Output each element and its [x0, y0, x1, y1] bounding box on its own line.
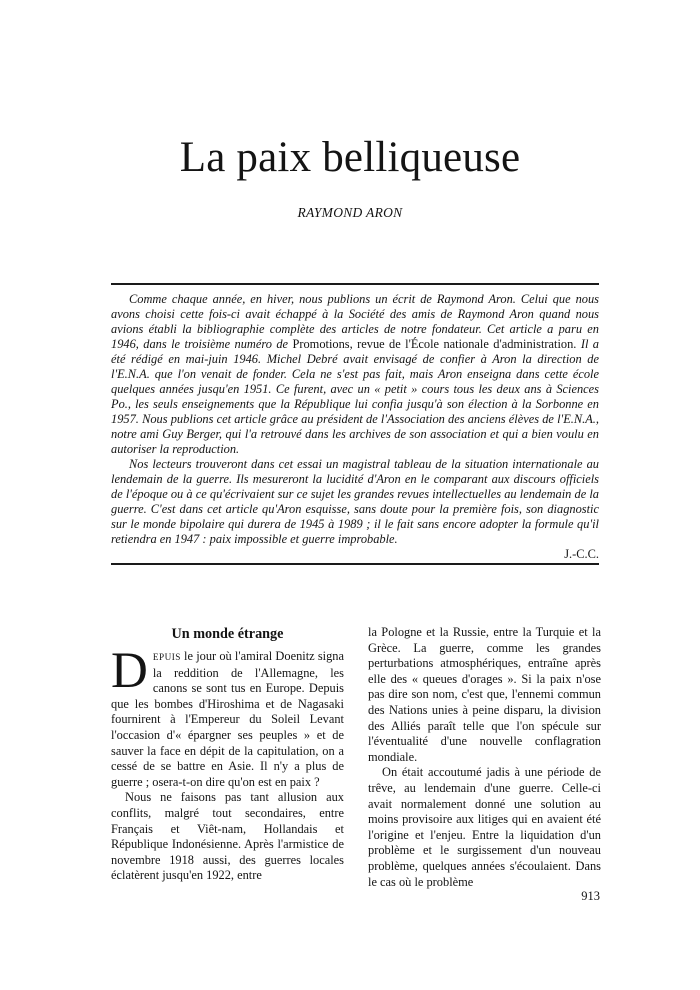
author-name: RAYMOND ARON	[297, 205, 403, 220]
editorial-intro	[111, 292, 599, 562]
small-caps-lead: EPUIS	[152, 652, 181, 662]
intro-paragraph-2: Nos lecteurs trouveront dans cet essai un magistral tableau de la situation internationale au lendemain de la guerre. Ils mesureront la lucidité d'Aron en le comparant aux discours officiels de l'époque ou à ce qu'écrivaient sur ce sujet les grandes revues intellectuelles au lendemain de la guerre. C'est dans cet article qu'Aron esquisse, sans doute pour la première fois, son diagnostic sur le monde bipolaire qui durera de 1945 à 1989 ; il le fait sans encore adopter la formule qu'il retiendra en 1947 : paix impossible et guerre improbable.	[111, 457, 599, 546]
body-paragraph: On était accoutumé jadis à une période de trêve, au lendemain d'une guerre. Celle-ci avait normalement donné une solution au moins provisoire aux litiges qui en avaient été l'origine et l'enjeu. Entre la liquidation d'un problème et le surgissement d'un nouveau problème, quelques années s'écoulaient. Dans le cas où le problème	[368, 765, 601, 889]
body-paragraph: Nous ne faisons pas tant allusion aux conflits, malgré tout secondaires, entre Français et Viêt-nam, Hollandais et République Indonésienne. Après l'armistice de novembre 1918 aussi, des guerres locales éclatèrent jusqu'en 1922, entre	[111, 790, 344, 883]
intro-paragraph-1	[111, 292, 599, 457]
body-paragraph	[111, 643, 344, 790]
intro-text-a: Comme chaque année, en hiver, nous publions un écrit de Raymond Aron. Celui que nous avons choisi cette fois-ci avait échappé à la Société des amis de Raymond Aron quand nous avions établi la bibliographie complète des articles de notre fondateur. Cet article a paru en 1946, dans le troisième numéro de	[111, 292, 599, 351]
intro-signature: J.-C.C.	[564, 547, 599, 561]
body-text: le jour où l'amiral Doenitz signa la reddition de l'Allemagne, les canons se sont tus en Europe. Depuis que les bombes d'Hiroshima et de Nagasaki fournirent à l'Empereur du Soleil Levant l'occasion d'« épargner ses peuples » et de sauver la face en dépit de la capitulation, on a cessé de se battre en Asie. Il n'y a plus de guerre ; osera-t-on dire qu'on est en paix ?	[111, 649, 344, 789]
body-column-right	[368, 625, 601, 890]
intro-top-rule	[111, 283, 599, 285]
intro-text-b: Il a été rédigé en mai-juin 1946. Michel Debré avait envisagé de confier à Aron la direction de l'E.N.A. que l'on venait de fonder. Cela ne s'est pas fait, mais Aron enseigna dans cette école quelques années jusqu'en 1951. Ce furent, avec un « petit » cours tous les deux ans à Sciences Po., les seuls enseignements que la République lui confia jusqu'à son élection à la Sorbonne en 1957. Nous publions cet article grâce au président de l'Association des anciens élèves de l'E.N.A., notre ami Guy Berger, qui l'a retrouvé dans les archives de son association et qui a bien voulu en autoriser la reproduction.	[111, 337, 600, 456]
body-paragraph: la Pologne et la Russie, entre la Turquie et la Grèce. La guerre, comme les grandes perturbations atmosphériques, entraîne après elle des « queues d'orages ». Si la paix n'ose pas dire son nom, c'est que, l'ennemi commun des Nations unies à peine disparu, la division des Alliés paraît telle que l'on spécule sur l'éventualité d'une nouvelle conflagration mondiale.	[368, 625, 601, 764]
publication-name: Promotions, revue de l'École nationale d'administration.	[292, 337, 577, 351]
drop-cap: D	[111, 643, 148, 699]
body-column-left	[111, 625, 344, 884]
article-title: La paix belliqueuse	[179, 134, 521, 181]
section-heading: Un monde étrange	[171, 626, 284, 642]
page-number: 913	[581, 889, 600, 903]
intro-bottom-rule	[111, 563, 599, 565]
